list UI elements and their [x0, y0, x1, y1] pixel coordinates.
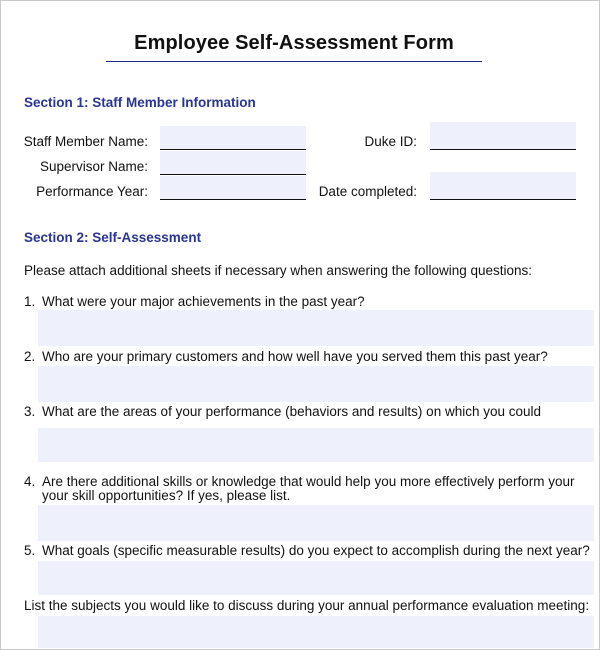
question-text-continued: your skill opportunities? If yes, please list. — [42, 488, 291, 503]
question-text: What are the areas of your performance (behaviors and results) on which you could — [42, 404, 542, 419]
form-title: Employee Self-Assessment Form — [134, 32, 454, 54]
question-number: 4. — [24, 474, 36, 489]
supervisor-name-field[interactable] — [160, 151, 306, 175]
section1-heading: Section 1: Staff Member Information — [24, 95, 256, 110]
title-underline — [106, 61, 482, 62]
question-text: What goals (specific measurable results) do you expect to accomplish during the next year? — [42, 543, 590, 558]
question-number: 5. — [24, 543, 36, 558]
date-completed-label: Date completed: — [318, 184, 417, 199]
question-number: 2. — [24, 349, 36, 364]
section2-heading: Section 2: Self-Assessment — [24, 230, 202, 245]
performance-year-label: Performance Year: — [36, 184, 148, 199]
question-text: Are there additional skills or knowledge that would help you more effectively perform your — [42, 474, 575, 489]
answer-box-q5[interactable] — [38, 561, 594, 595]
answer-box-discussion[interactable] — [38, 616, 594, 648]
performance-year-field[interactable] — [160, 176, 306, 200]
date-completed-field[interactable] — [430, 172, 576, 200]
answer-box-q3[interactable] — [38, 428, 594, 462]
answer-box-q1[interactable] — [38, 310, 594, 346]
question-number: 1. — [24, 294, 36, 309]
discussion-subjects-prompt: List the subjects you would like to discuss during your annual performance evaluation meeting: — [24, 598, 590, 613]
staff-name-label: Staff Member Name: — [23, 134, 148, 149]
duke-id-field[interactable] — [430, 122, 576, 150]
answer-box-q2[interactable] — [38, 366, 594, 402]
question-text: What were your major achievements in the past year? — [42, 294, 365, 309]
question-number: 3. — [24, 404, 36, 419]
answer-box-q4[interactable] — [38, 505, 594, 541]
supervisor-name-label: Supervisor Name: — [39, 159, 148, 174]
section2-intro: Please attach additional sheets if necessary when answering the following questions: — [24, 263, 533, 278]
staff-name-field[interactable] — [160, 126, 306, 150]
question-text: Who are your primary customers and how well have you served them this past year? — [42, 349, 548, 364]
duke-id-label: Duke ID: — [364, 134, 417, 149]
